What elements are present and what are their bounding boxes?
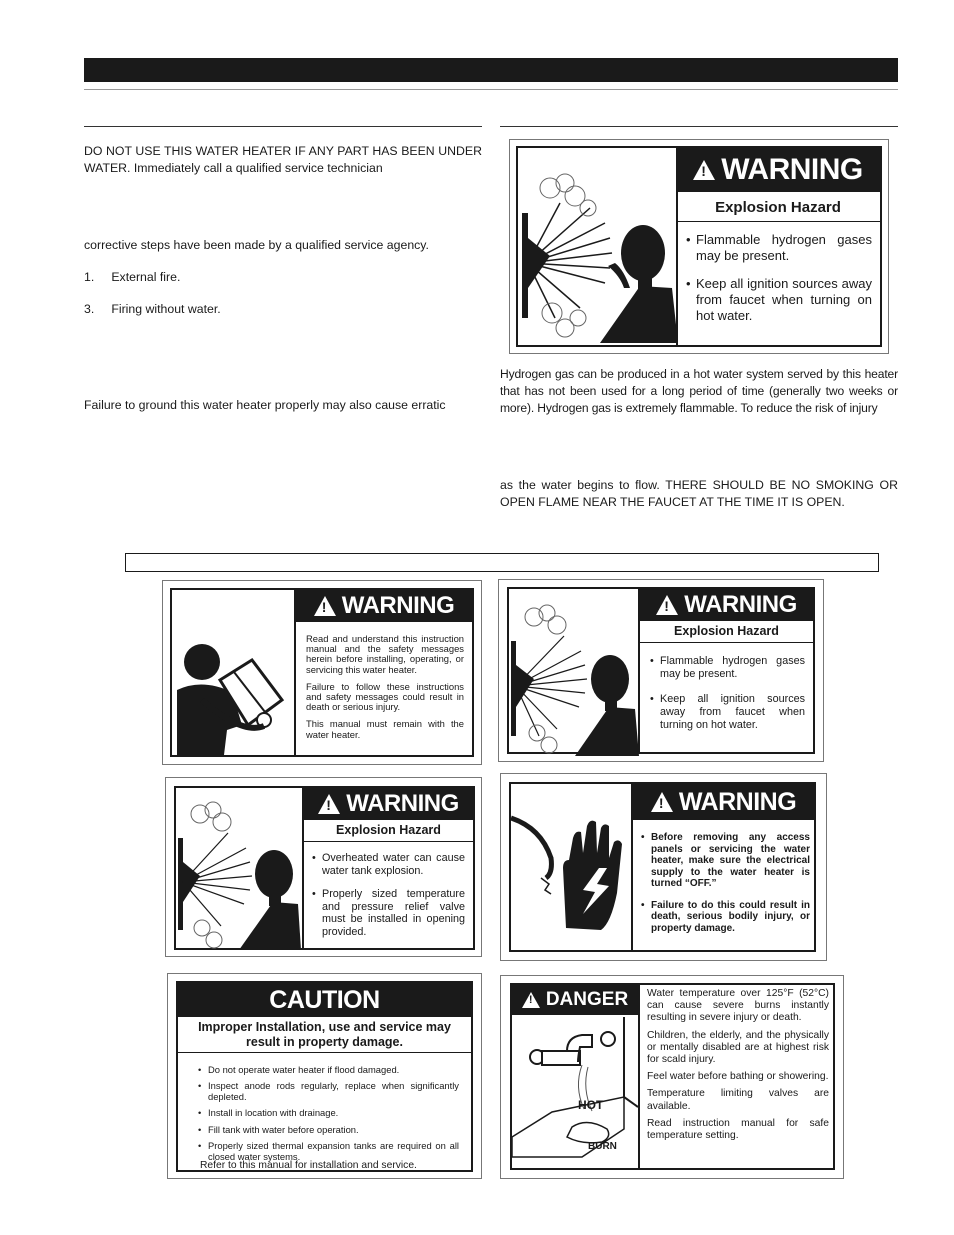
explosion-hazard-title: Explosion Hazard	[304, 820, 473, 842]
alert-triangle-icon: !	[693, 160, 715, 180]
header-rule	[84, 89, 898, 90]
header-bar	[84, 58, 898, 82]
warning-header	[676, 148, 880, 192]
ground-paragraph: Failure to ground this water heater properly may also cause erratic	[84, 398, 446, 412]
bullet-fill-tank: • Fill tank with water before operation.	[198, 1125, 459, 1136]
explosion-hazard-icon	[520, 168, 678, 343]
explosion-warning-label-large	[509, 139, 889, 354]
caution-subtitle: Improper Installation, use and service may result in property damage.	[178, 1020, 471, 1053]
bullet-anode: • Inspect anode rods regularly, replace when significantly depleted.	[198, 1081, 459, 1103]
hot-word: HOT	[578, 1098, 604, 1112]
left-column-rule	[84, 126, 482, 127]
electric-shock-hand-icon	[511, 798, 631, 948]
explosion-hazard-icon	[509, 601, 639, 756]
alert-triangle-icon: !	[318, 794, 340, 814]
caution-label	[167, 973, 482, 1179]
manual-line-1: Read and understand this instruction manual and the safety messages herein before installing, operating, or servicing this water heater.	[306, 633, 464, 675]
explosion-hazard-title: Explosion Hazard	[640, 621, 813, 643]
danger-text	[647, 988, 829, 1142]
label-divider	[676, 148, 678, 345]
warning-word: WARNING	[721, 153, 863, 186]
danger-line-4: Temperature limiting valves are available.	[647, 1088, 829, 1112]
danger-scald-label	[500, 975, 844, 1179]
bullet-relief-valve: • Properly sized temperature and pressure relief valve must be installed in opening provided.	[312, 888, 465, 938]
warning-word: WARNING	[684, 591, 797, 618]
list-item-firing-without-water: 3. Firing without water.	[84, 302, 221, 316]
manual-line-3: This manual must remain with the water heater.	[306, 718, 464, 740]
overheat-warning-label	[165, 777, 482, 957]
warning-word: WARNING	[678, 787, 797, 816]
warning-word: WARNING	[346, 790, 459, 817]
bullet-overheated: • Overheated water can cause water tank explosion.	[312, 852, 465, 877]
smoking-paragraph: as the water begins to flow. THERE SHOULD BE NO SMOKING OR OPEN FLAME NEAR THE FAUCET AT THE TIME IT IS OPEN.	[500, 478, 898, 509]
warning-header	[633, 784, 814, 820]
caution-bullets	[198, 1065, 459, 1163]
bullet-failure: • Failure to do this could result in death, serious bodily injury, or property damage.	[641, 900, 810, 935]
danger-line-5: Read instruction manual for safe temperature setting.	[647, 1117, 829, 1142]
bullet-flammable: • Flammable hydrogen gases may be present.	[686, 232, 872, 264]
explosion-hazard-title: Explosion Hazard	[676, 196, 880, 222]
hydrogen-paragraph: Hydrogen gas can be produced in a hot water system served by this heater that has not been used for a long period of time (generally two weeks or more). Hydrogen gas is extremely flammable. To reduce the risk of injury	[500, 367, 898, 415]
danger-line-1: Water temperature over 125°F (52°C) can cause severe burns instantly resulting in severe injury or death.	[647, 988, 829, 1024]
explosion-hazard-icon	[176, 798, 301, 950]
burn-word: BURN	[588, 1141, 617, 1152]
right-column-rule	[500, 126, 898, 127]
danger-line-3: Feel water before bathing or showering.	[647, 1071, 829, 1083]
label-divider	[638, 985, 640, 1168]
bullet-drainage: • Install in location with drainage.	[198, 1108, 459, 1119]
electrical-bullets	[641, 832, 810, 934]
bullet-flood: • Do not operate water heater if flood damaged.	[198, 1065, 459, 1076]
flood-paragraph: DO NOT USE THIS WATER HEATER IF ANY PART HAS BEEN UNDER WATER. Immediately call a qualified service technician	[84, 144, 482, 175]
electrical-warning-label	[500, 773, 827, 961]
alert-triangle-icon: !	[522, 992, 540, 1008]
bullet-flammable: • Flammable hydrogen gases may be present.	[650, 655, 805, 681]
corrective-paragraph: corrective steps have been made by a qualified service agency.	[84, 238, 429, 252]
manual-line-2: Failure to follow these instructions and safety messages could result in death or serious injury.	[306, 680, 464, 713]
bullet-expansion: • Properly sized thermal expansion tanks are required on all closed water systems.	[198, 1141, 459, 1163]
warning-header	[304, 788, 473, 820]
labels-section-box	[125, 553, 879, 572]
danger-line-2: Children, the elderly, and the physically or mentally disabled are at highest risk for scald injury.	[647, 1029, 829, 1066]
read-manual-warning-label	[162, 580, 482, 765]
overheat-bullets	[312, 852, 465, 938]
caution-header: CAUTION	[178, 983, 471, 1017]
bullet-ignition: • Keep all ignition sources away from faucet when turning on hot water.	[686, 276, 872, 324]
hydrogen-bullets	[650, 655, 805, 732]
caution-footer: Refer to this manual for installation and service.	[200, 1160, 417, 1171]
bullet-access-panels: • Before removing any access panels or servicing the water heater, make sure the electrical supply to the water heater is turned “OFF.”	[641, 832, 810, 890]
scald-faucet-icon	[512, 1017, 638, 1169]
manual-text	[296, 622, 472, 740]
hydrogen-warning-label	[498, 579, 824, 762]
reading-person-icon	[172, 630, 296, 760]
danger-word: DANGER	[545, 989, 629, 1010]
alert-triangle-icon: !	[656, 595, 678, 615]
bullet-ignition: • Keep all ignition sources away from faucet when turning on hot water.	[650, 693, 805, 732]
warning-header	[640, 589, 813, 621]
warning-header	[296, 590, 472, 622]
list-item-external-fire: 1. External fire.	[84, 270, 181, 284]
hydrogen-bullets	[686, 232, 872, 324]
danger-header	[512, 985, 638, 1015]
alert-triangle-icon: !	[314, 596, 336, 616]
warning-word: WARNING	[341, 592, 455, 619]
alert-triangle-icon: !	[651, 792, 673, 812]
